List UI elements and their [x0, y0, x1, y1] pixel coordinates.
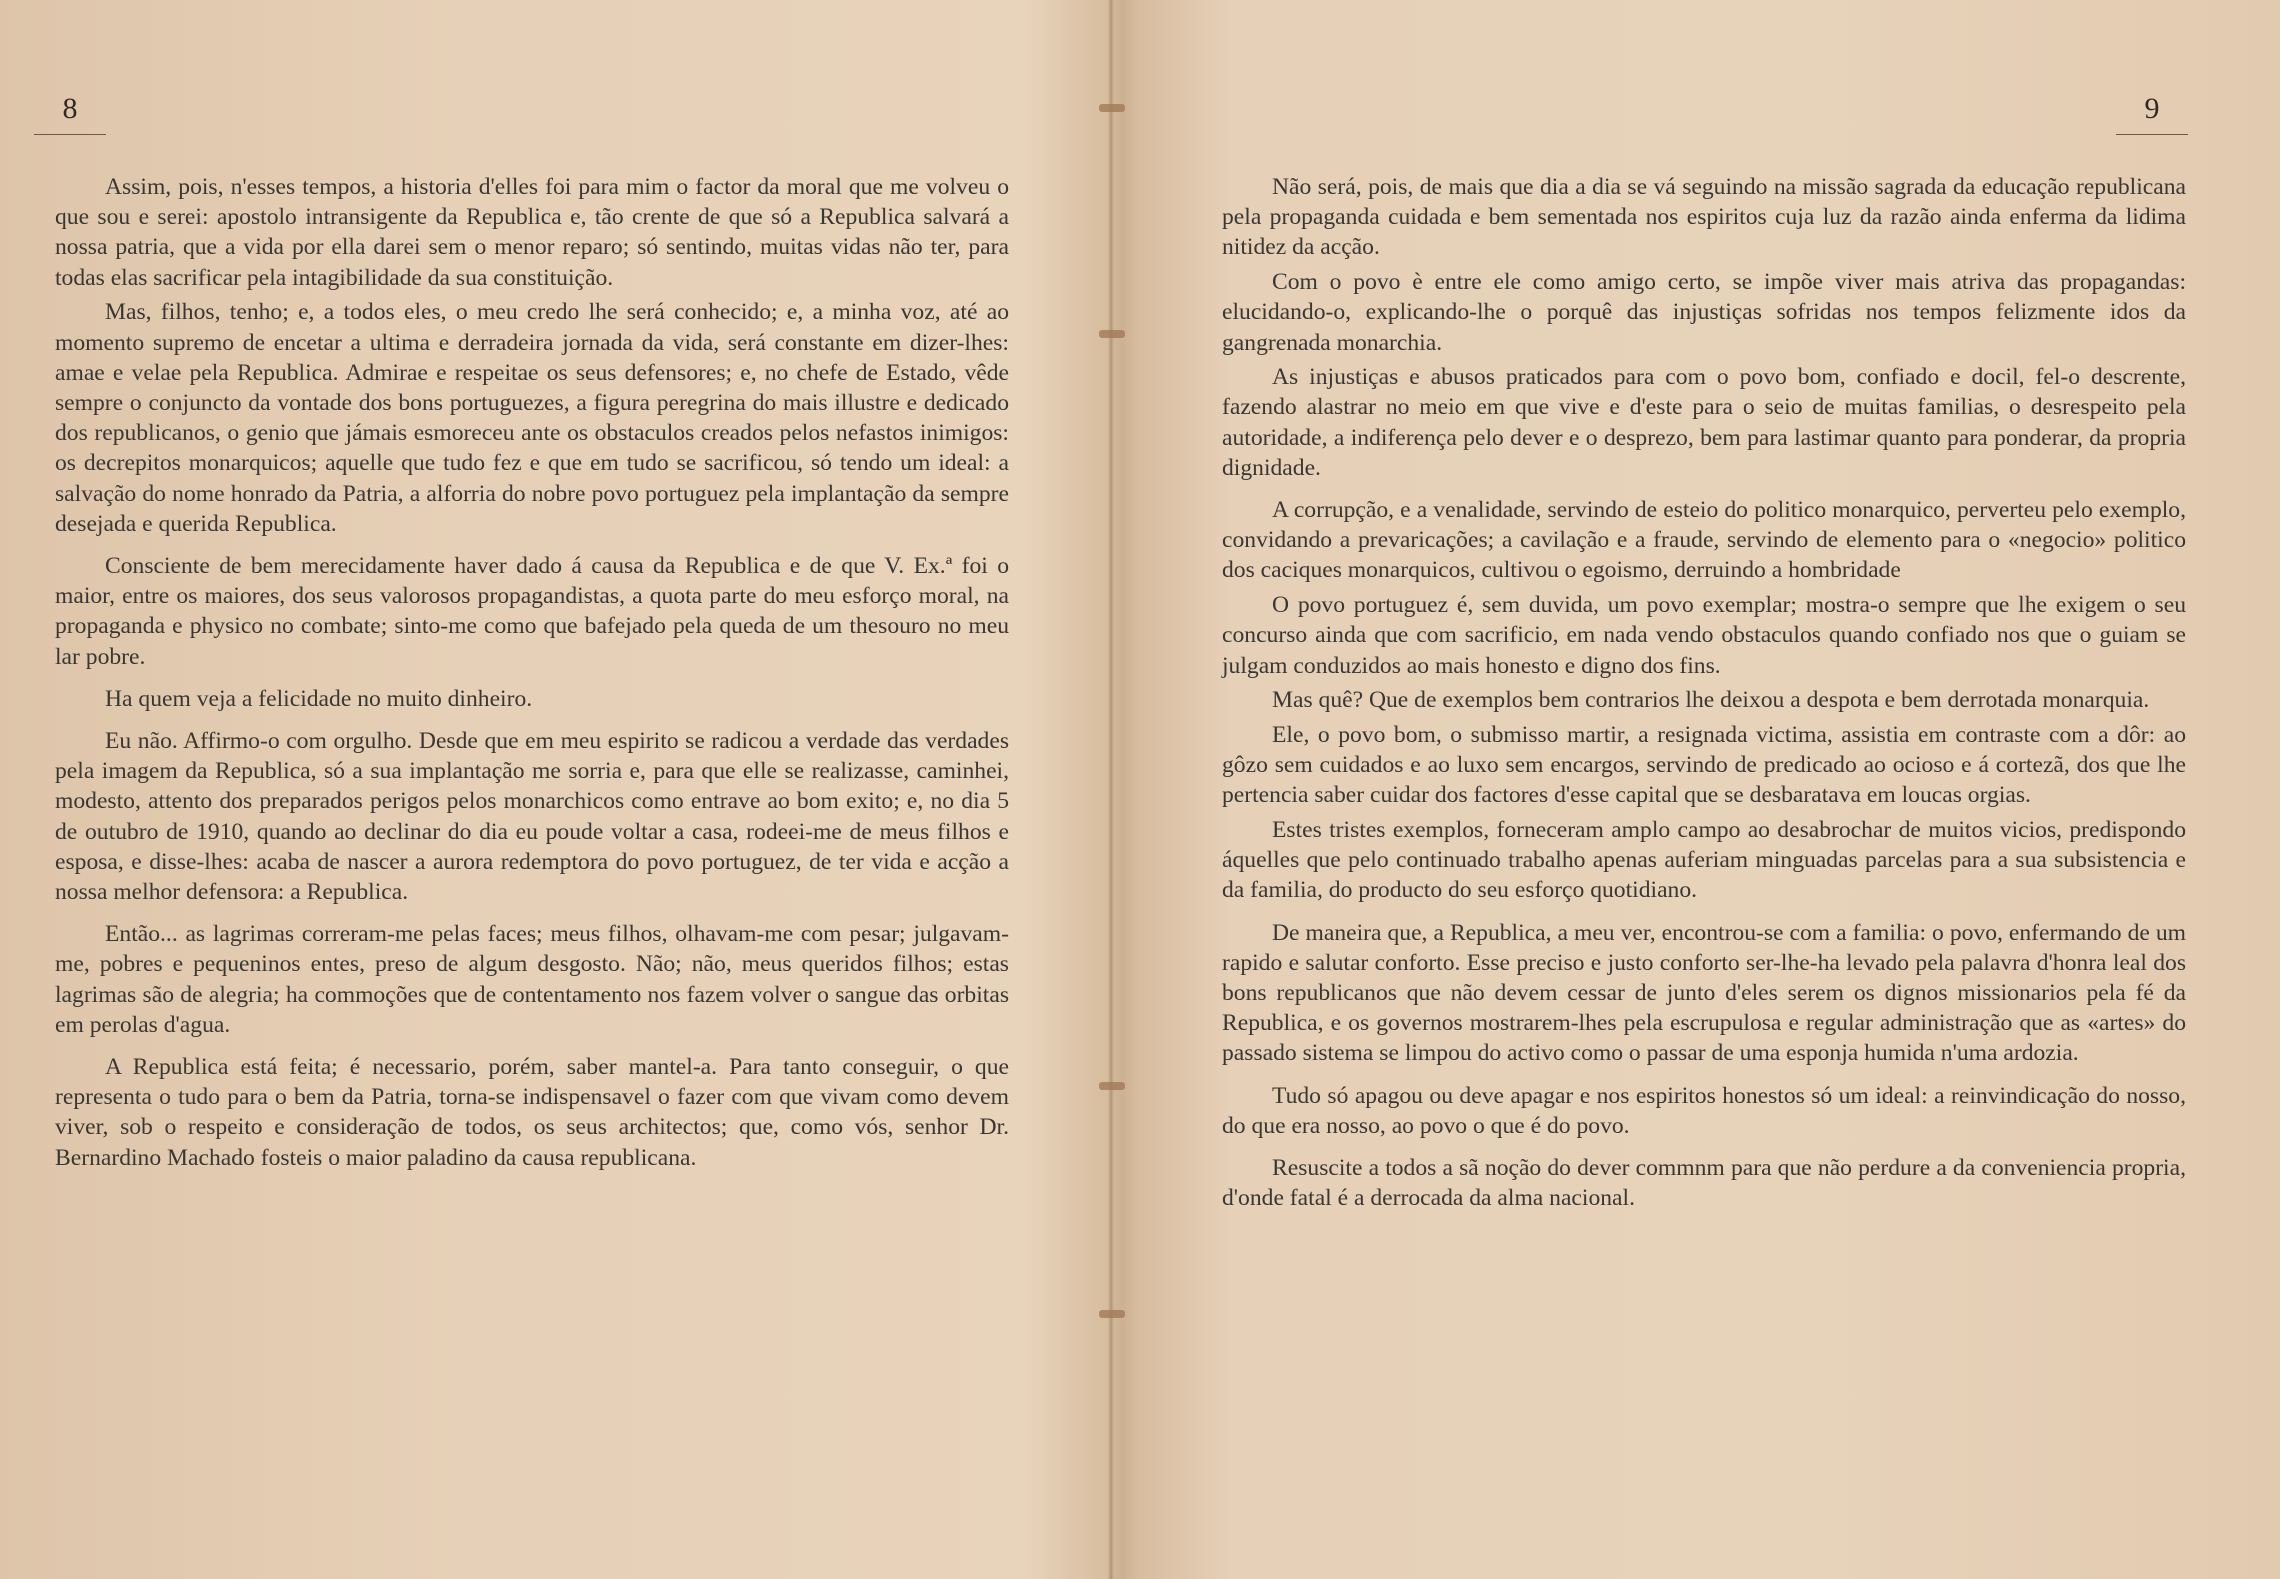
paragraph: A Republica está feita; é necessario, porém, saber mantel-a. Para tanto conseguir, o que representa o tudo para o bem da Patria, torna-se indispensavel o fazer com que vivam como devem viver, sob o respeito e consideração de todos, os seus architectos; que, como vós, senhor Dr. Bernardino Machado fosteis o maior paladino da causa republicana.: [55, 1053, 1009, 1171]
paragraph: Ha quem veja a felicidade no muito dinheiro.: [105, 685, 533, 712]
left-page: [0, 0, 1100, 1579]
paragraph: De maneira que, a Republica, a meu ver, encontrou-se com a familia: o povo, enfermando de um rapido e salutar conforto. Esse preciso e justo conforto ser-lhe-ha levado pela palavra d'honra leal dos bons republicanos que não devem cessar de junto d'eles serem os dignos missionarios pela fé da Republica, e os governos mostrarem-lhes pela escrupulosa e regular administração que as «artes» do passado sistema se limpou do activo como o passar de uma esponja humida n'uma ardozia.: [1222, 919, 2186, 1067]
paragraph: Eu não. Affirmo-o com orgulho. Desde que em meu espirito se radicou a verdade das verdades pela imagem da Republica, só a sua implantação me sorria e, para que elle se realizasse, caminhei, modesto, attento dos preparados perigos pelos monarchicos como entrave ao bom exito; e, no dia 5 de outubro de 1910, quando ao declinar do dia eu poude voltar a casa, rodeei-me de meus filhos e esposa, e disse-lhes: acaba de nascer a aurora redemptora do povo portuguez, de ter vida e acção a nossa melhor defensora: a Republica.: [55, 727, 1009, 905]
page-number: 9: [2116, 92, 2188, 135]
paragraph: Não será, pois, de mais que dia a dia se vá seguindo na missão sagrada da educação republicana pela propaganda cuidada e bem sementada nos espiritos cuja luz da razão ainda enferma da lidima nitidez da acção.: [1222, 174, 2186, 261]
right-page: [1120, 0, 2280, 1579]
paragraph: Tudo só apagou ou deve apagar e nos espiritos honestos só um ideal: a reinvindicação do nosso, do que era nosso, ao povo o que é do povo.: [1222, 1082, 2186, 1139]
paragraph: Assim, pois, n'esses tempos, a historia d'elles foi para mim o factor da moral que me volveu o que sou e serei: apostolo intransigente da Republica e, tão crente de que só a Republica salvará a nossa patria, que a vida por ella darei sem o menor reparo; só sentindo, muitas vidas não ter, para todas elas sacrificar pela intagibilidade da sua constituição.: [55, 174, 1009, 291]
paragraph: Resuscite a todos a sã noção do dever commnm para que não perdure a da conveniencia propria, d'onde fatal é a derrocada da alma nacional.: [1222, 1155, 2186, 1212]
paragraph: Consciente de bem merecidamente haver dado á causa da Republica e de que V. Ex.ª foi o maior, entre os maiores, dos seus valorosos propagandistas, a quota parte do meu esforço moral, na propaganda e physico no combate; sinto-me como que bafejado pela queda de um thesouro no meu lar pobre.: [55, 552, 1009, 670]
page-text: [1222, 172, 2186, 1218]
page-text: [55, 172, 1009, 1177]
paragraph: Mas quê? Que de exemplos bem contrarios lhe deixou a despota e bem derrotada monarquia.: [1272, 687, 2150, 714]
paragraph: As injustiças e abusos praticados para com o povo bom, confiado e docil, fel-o descrente, fazendo alastrar no meio em que vive e d'este para o seio de muitas familias, o desrespeito pela autoridade, a indiferença pelo dever e o desprezo, bem para lastimar quanto para ponderar, da propria dignidade.: [1222, 364, 2186, 481]
paragraph: Estes tristes exemplos, forneceram amplo campo ao desabrochar de muitos vicios, predispondo áquelles que pelo continuado trabalho apenas auferiam minguadas parcelas para a sua subsistencia e da familia, do producto do seu esforço quotidiano.: [1222, 817, 2186, 904]
page-number: 8: [34, 92, 106, 135]
paragraph: Mas, filhos, tenho; e, a todos eles, o meu credo lhe será conhecido; e, a minha voz, até ao momento supremo de encetar a ultima e derradeira jornada da vida, será constante em dizer-lhes: amae e velae pela Republica. Admirae e respeitae os seus defensores; e, no chefe de Estado, vêde sempre o conjuncto da vontade dos bons portuguezes, a figura peregrina do mais illustre e dedicado dos republicanos, o genio que jámais esmoreceu ante os obstaculos creados pelos nefastos inimigos: os decrepitos monarquicos; aquelle que tudo fez e que em tudo se sacrificou, só tendo um ideal: a salvação do nome honrado da Patria, a alforria do nobre povo portuguez pela implantação da sempre desejada e querida Republica.: [55, 299, 1009, 537]
paragraph: Então... as lagrimas correram-me pelas faces; meus filhos, olhavam-me com pesar; julgavam-me, pobres e pequeninos entes, preso de algum desgosto. Não; não, meus queridos filhos; estas lagrimas são de alegria; ha commoções que de contentamento nos fazem volver o sangue das orbitas em perolas d'agua.: [55, 921, 1009, 1038]
paragraph: Ele, o povo bom, o submisso martir, a resignada victima, assistia em contraste com a dôr: ao gôzo sem cuidados e ao luxo sem encargos, servindo de predicado ao ocioso e á cortezã, dos que lhe pertencia saber cuidar dos factores d'esse capital que se desbaratava em loucas orgias.: [1222, 721, 2186, 809]
paragraph: Com o povo è entre ele como amigo certo, se impõe viver mais atriva das propagandas: elucidando-o, explicando-lhe o porquê das injustiças sofridas nos tempos felizmente idos da gangrenada monarchia.: [1222, 269, 2186, 356]
paragraph: A corrupção, e a venalidade, servindo de esteio do politico monarquico, perverteu pelo exemplo, convidando a prevaricações; a cavilação e a fraude, servindo de elemento para o «negocio» politico dos caciques monarquicos, cultivou o egoismo, derruindo a hombridade: [1222, 497, 2186, 584]
book-fold: [1108, 0, 1114, 1579]
paragraph: O povo portuguez é, sem duvida, um povo exemplar; mostra-o sempre que lhe exigem o seu concurso ainda que com sacrificio, em nada vendo obstaculos quando confiado nos que o guiam se julgam conduzidos ao mais honesto e digno dos fins.: [1222, 592, 2186, 679]
